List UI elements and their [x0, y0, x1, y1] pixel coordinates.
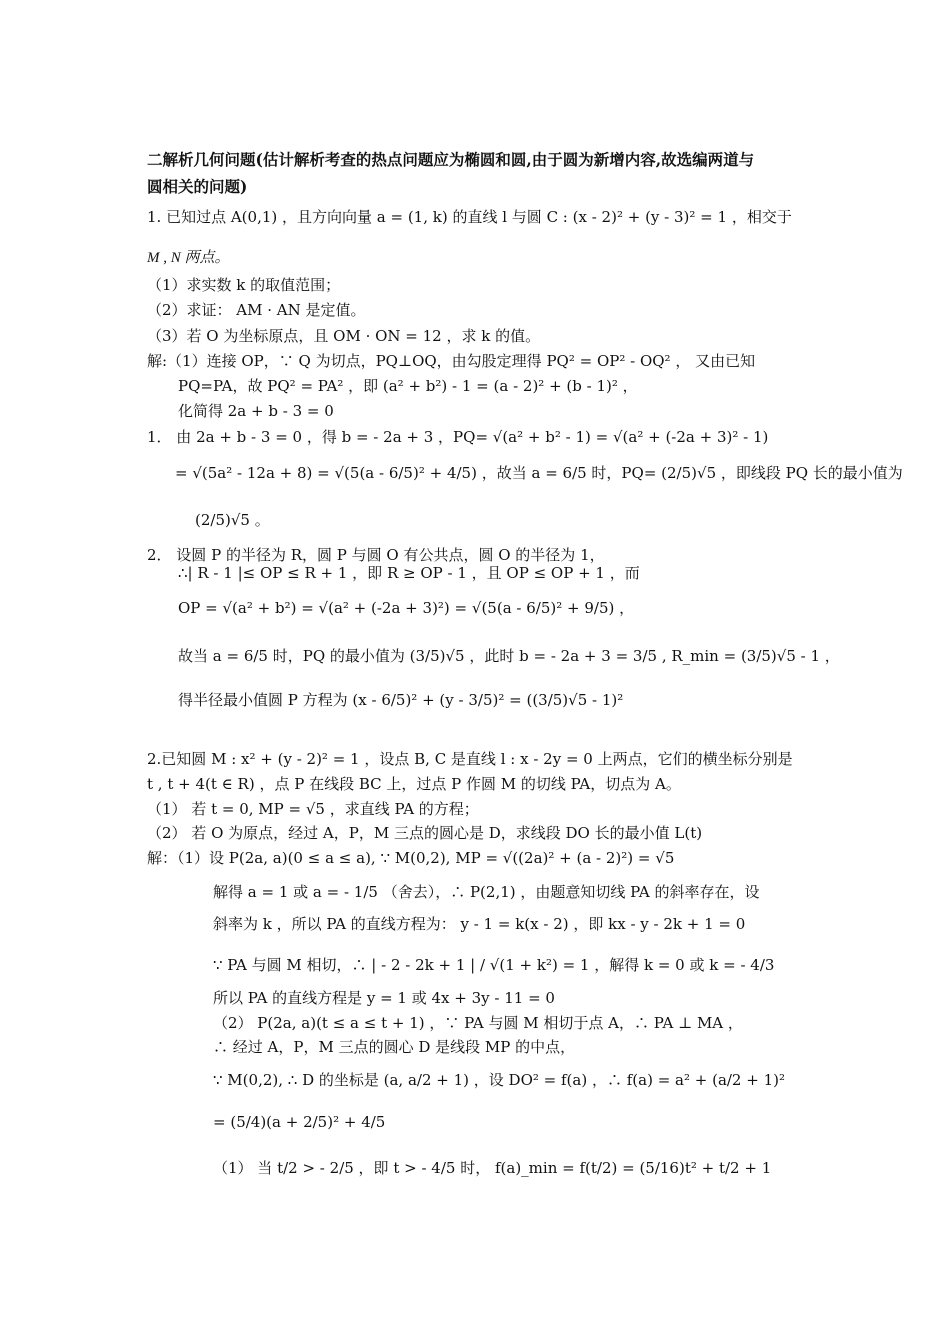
problem2-solution-line-4: ∵ PA 与圆 M 相切，∴ | - 2 - 2k + 1 | / √(1 + k²) = 1 ，解得 k = 0 或 k = - 4/3 [213, 956, 775, 974]
problem1-step2-line-2: ∴| R - 1 |≤ OP ≤ R + 1 ，即 R ≥ OP - 1 ，且 OP ≤ OP + 1 ，而 [178, 564, 640, 582]
problem1-question-2: （2）求证： AM · AN 是定值。 [147, 301, 366, 319]
problem2-solution-line-6: （2） P(2a, a)(t ≤ a ≤ t + 1) ，∵ PA 与圆 M 相切于点 A，∴ PA ⊥ MA ， [213, 1014, 743, 1032]
problem1-solution-line-2: PQ=PA，故 PQ² = PA² ，即 (a² + b²) - 1 = (a - 2)² + (b - 1)² ， [178, 377, 638, 395]
problem2-stem: 2.已知圆 M : x² + (y - 2)² = 1 ，设点 B, C 是直线 l : x - 2y = 0 上两点，它们的横坐标分别是 [147, 750, 793, 768]
problem2-solution-line-5: 所以 PA 的直线方程是 y = 1 或 4x + 3y - 11 = 0 [213, 989, 555, 1007]
problem2-solution-line-10: （1） 当 t/2 > - 2/5 ，即 t > - 4/5 时， f(a)_min = f(t/2) = (5/16)t² + t/2 + 1 [213, 1159, 772, 1177]
problem1-step2-line-3: OP = √(a² + b²) = √(a² + (-2a + 3)²) = √(5(a - 6/5)² + 9/5) ， [178, 599, 635, 617]
problem2-question-1: （1） 若 t = 0, MP = √5 ，求直线 PA 的方程； [147, 800, 479, 818]
problem1-stem-cont: M , N 两点。 [147, 250, 230, 266]
problem2-solution-line-3: 斜率为 k ，所以 PA 的直线方程为： y - 1 = k(x - 2) ，即 kx - y - 2k + 1 = 0 [213, 915, 746, 933]
problem2-solution-line-8: ∵ M(0,2), ∴ D 的坐标是 (a, a/2 + 1) ，设 DO² = f(a) ，∴ f(a) = a² + (a/2 + 1)² [213, 1071, 785, 1089]
problem2-solution-line-1: 解：（1）设 P(2a, a)(0 ≤ a ≤ a), ∵ M(0,2), MP = √((2a)² + (a - 2)²) = √5 [147, 849, 675, 867]
problem1-step1-line-1: 1． 由 2a + b - 3 = 0 ，得 b = - 2a + 3 ，PQ= √(a² + b² - 1) = √(a² + (-2a + 3)² - 1) [147, 428, 769, 446]
problem1-step1-line-2: = √(5a² - 12a + 8) = √(5(a - 6/5)² + 4/5) ，故当 a = 6/5 时，PQ= (2/5)√5 ，即线段 PQ 长的最小值为 [175, 464, 903, 482]
problem2-stem-cont: t , t + 4(t ∈ R) ，点 P 在线段 BC 上，过点 P 作圆 M 的切线 PA，切点为 A。 [147, 775, 681, 793]
problem1-solution-line-3: 化简得 2a + b - 3 = 0 [178, 402, 334, 420]
problem2-question-2: （2） 若 O 为原点，经过 A，P，M 三点的圆心是 D，求线段 DO 长的最小值 L(t) [147, 824, 703, 842]
problem1-step2-line-1: 2． 设圆 P 的半径为 R，圆 P 与圆 O 有公共点，圆 O 的半径为 1， [147, 546, 605, 564]
problem2-solution-line-2: 解得 a = 1 或 a = - 1/5 （舍去），∴ P(2,1) ，由题意知切线 PA 的斜率存在，设 [213, 883, 760, 901]
problem2-solution-line-7: ∴ 经过 A，P，M 三点的圆心 D 是线段 MP 的中点， [213, 1038, 576, 1056]
section-title-cont: 圆相关的问题) [147, 177, 248, 196]
problem1-question-1: （1）求实数 k 的取值范围； [147, 276, 341, 294]
problem1-question-3: （3）若 O 为坐标原点，且 OM · ON = 12 ，求 k 的值。 [147, 327, 541, 345]
problem1-step2-line-5: 得半径最小值圆 P 方程为 (x - 6/5)² + (y - 3/5)² = ((3/5)√5 - 1)² [178, 691, 624, 709]
problem2-solution-line-9: = (5/4)(a + 2/5)² + 4/5 [213, 1113, 386, 1131]
problem1-stem: 1. 已知过点 A(0,1) ，且方向向量 a = (1, k) 的直线 l 与圆 C : (x - 2)² + (y - 3)² = 1 ，相交于 [147, 208, 792, 226]
problem1-step2-line-4: 故当 a = 6/5 时，PQ 的最小值为 (3/5)√5 ，此时 b = - 2a + 3 = 3/5 , R_min = (3/5)√5 - 1 ， [178, 647, 840, 665]
section-title: 二解析几何问题(估计解析考查的热点问题应为椭圆和圆,由于圆为新增内容,故选编两道与 [147, 150, 755, 169]
problem1-step1-line-3: (2/5)√5 。 [195, 511, 270, 529]
problem1-solution-line-1: 解:（1）连接 OP，∵ Q 为切点，PQ⊥OQ，由勾股定理得 PQ² = OP² - OQ² ， 又由已知 [147, 352, 756, 370]
